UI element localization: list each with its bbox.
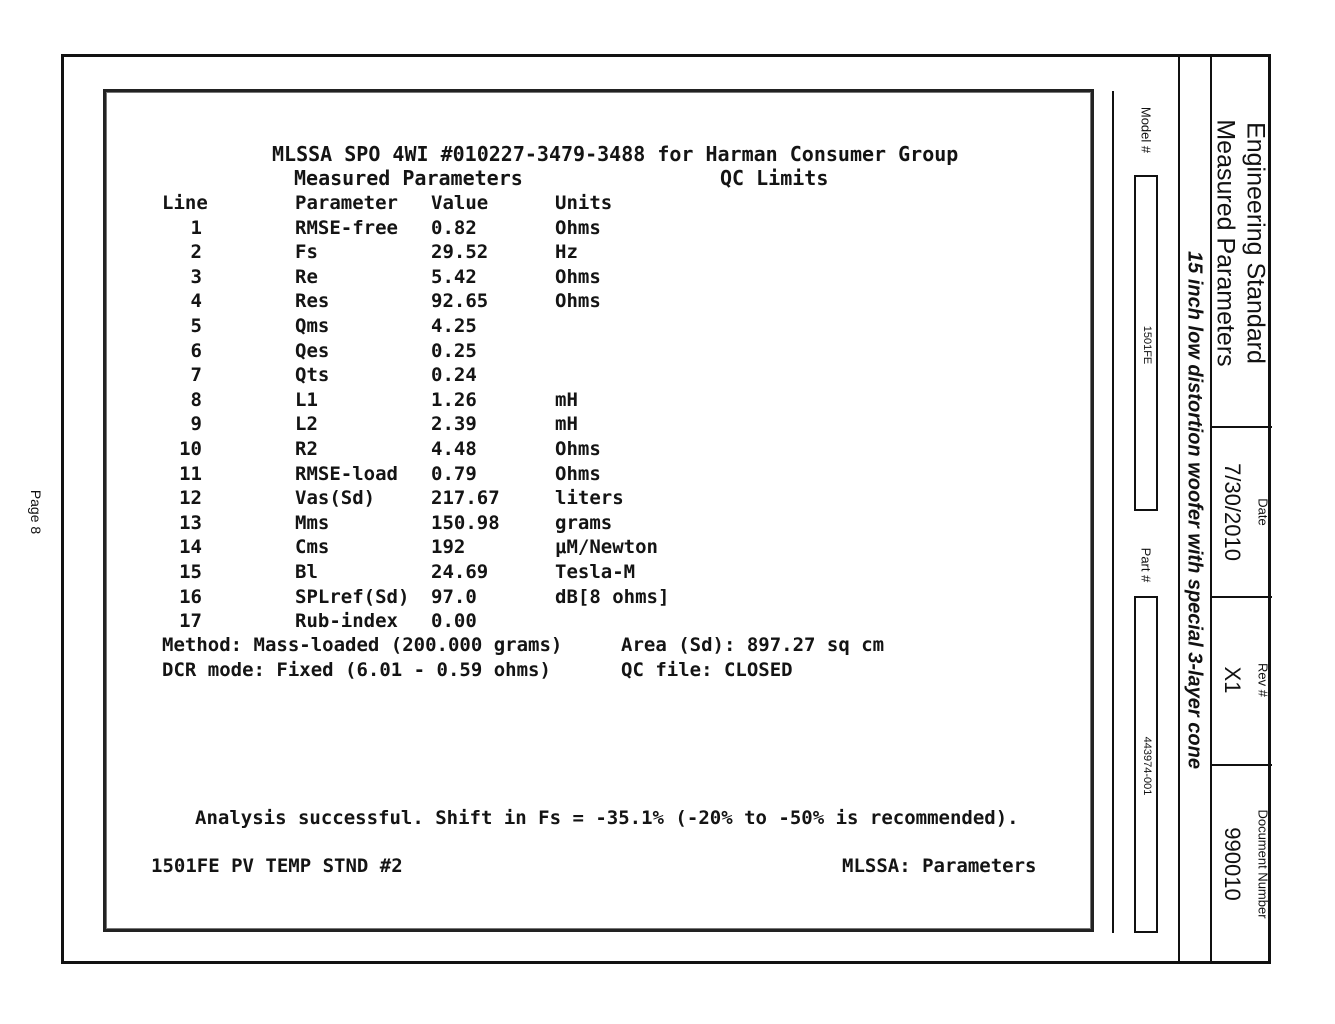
row-value: 29.52 (431, 241, 489, 264)
row-parameter: SPLref(Sd) (295, 585, 410, 608)
row-value: 2.39 (431, 413, 477, 436)
document-number-label: Document Number (1255, 809, 1271, 919)
row-parameter: R2 (295, 438, 318, 460)
row-units: dB[8 ohms] (555, 585, 670, 608)
table-row (162, 363, 762, 388)
row-value: 0.00 (431, 610, 477, 633)
row-value: 0.82 (431, 216, 477, 239)
row-parameter: L2 (295, 413, 318, 436)
row-line-number: 11 (179, 462, 202, 485)
mlssa-screen (103, 89, 1094, 932)
row-units: Ohms (555, 290, 601, 313)
row-value: 97.0 (431, 585, 477, 608)
row-line-number: 4 (190, 290, 202, 313)
row-line-number: 17 (179, 610, 202, 633)
row-line-number: 1 (190, 216, 202, 239)
row-parameter: Res (295, 290, 330, 313)
document-title-line2: Measured Parameters (1211, 119, 1240, 367)
row-units: Ohms (555, 462, 601, 485)
row-parameter: Cms (295, 536, 330, 559)
column-header-value: Value (431, 192, 489, 214)
row-value: 5.42 (431, 265, 477, 288)
row-parameter: Fs (295, 241, 318, 264)
table-row (162, 265, 762, 290)
row-units: mH (555, 413, 578, 436)
table-row (162, 486, 762, 511)
column-header-parameter: Parameter (295, 192, 398, 214)
analysis-status: Analysis successful. Shift in Fs = -35.1% (-20% to -50% is recommended). (195, 807, 1019, 829)
row-value: 4.48 (431, 438, 477, 460)
footer-left-label: 1501FE PV TEMP STND #2 (151, 855, 403, 877)
row-line-number: 5 (190, 315, 202, 337)
table-row (162, 216, 762, 241)
row-value: 0.24 (431, 364, 477, 387)
date-label: Date (1255, 498, 1271, 526)
row-line-number: 3 (190, 265, 202, 288)
qc-limits-label: QC Limits (720, 166, 829, 190)
row-parameter: Re (295, 265, 318, 288)
row-value: 217.67 (431, 487, 500, 510)
row-line-number: 14 (179, 536, 202, 559)
row-units: Ohms (555, 265, 601, 288)
table-row (162, 585, 762, 610)
row-line-number: 12 (179, 487, 202, 510)
row-value: 92.65 (431, 290, 489, 313)
row-value: 0.25 (431, 339, 477, 362)
qc-file-text: QC file: CLOSED (621, 659, 793, 681)
row-line-number: 7 (190, 364, 202, 387)
date-value: 7/30/2010 (1220, 463, 1245, 561)
row-line-number: 16 (179, 585, 202, 608)
row-units: grams (555, 511, 613, 534)
row-parameter: RMSE-load (295, 462, 398, 485)
row-value: 24.69 (431, 561, 489, 583)
row-value: 150.98 (431, 511, 500, 534)
screen-title: MLSSA SPO 4WI #010227-3479-3488 for Harman Consumer Group (272, 142, 959, 166)
row-units: Tesla-M (555, 561, 636, 583)
column-header-units: Units (555, 192, 613, 214)
row-line-number: 9 (190, 413, 202, 436)
row-line-number: 6 (190, 339, 202, 362)
model-number-box (1134, 175, 1158, 511)
row-units: Hz (555, 241, 578, 264)
table-row (162, 289, 762, 314)
row-value: 0.79 (431, 462, 477, 485)
table-row (162, 511, 762, 536)
row-parameter: RMSE-free (295, 216, 398, 239)
table-row (162, 314, 762, 339)
table-row (162, 339, 762, 364)
table-header-row (162, 191, 762, 216)
table-row (162, 560, 762, 585)
row-parameter: L1 (295, 388, 318, 411)
model-label: Model # (1138, 106, 1154, 154)
row-value: 4.25 (431, 315, 477, 337)
column-header-line: Line (162, 192, 208, 214)
table-row (162, 388, 762, 413)
document-number-value: 990010 (1220, 827, 1245, 901)
part-number-box (1134, 596, 1158, 933)
row-parameter: Mms (295, 511, 330, 534)
table-row (162, 609, 762, 634)
row-parameter: Qms (295, 315, 330, 337)
footer-right-label: MLSSA: Parameters (842, 855, 1037, 877)
row-value: 1.26 (431, 388, 477, 411)
parameter-table (162, 191, 782, 631)
table-row (162, 462, 762, 487)
row-units: μM/Newton (555, 536, 658, 559)
page-number: Page 8 (28, 489, 44, 535)
row-line-number: 10 (179, 438, 202, 460)
method-text: Method: Mass-loaded (200.000 grams) (162, 634, 563, 656)
row-parameter: Qes (295, 339, 330, 362)
row-units: Ohms (555, 216, 601, 239)
row-parameter: Vas(Sd) (295, 487, 376, 510)
row-value: 192 (431, 536, 466, 559)
rev-label: Rev # (1255, 663, 1271, 697)
row-units: mH (555, 388, 578, 411)
row-parameter: Qts (295, 364, 330, 387)
row-parameter: Rub-index (295, 610, 398, 633)
row-units: liters (555, 487, 624, 510)
screen-subtitle: Measured Parameters (294, 166, 523, 190)
rev-value: X1 (1220, 666, 1245, 694)
table-row (162, 437, 762, 462)
table-row (162, 412, 762, 437)
document-title-line1: Engineering Standard (1241, 122, 1270, 364)
table-row (162, 240, 762, 265)
row-parameter: Bl (295, 561, 318, 583)
row-line-number: 2 (190, 241, 202, 264)
row-line-number: 8 (190, 388, 202, 411)
part-label: Part # (1138, 547, 1154, 583)
part-number: 443974-001 (1141, 736, 1153, 796)
product-description: 15 inch low distortion woofer with special 3-layer cone (1183, 251, 1206, 769)
table-row (162, 535, 762, 560)
area-text: Area (Sd): 897.27 sq cm (621, 634, 885, 656)
row-line-number: 13 (179, 511, 202, 534)
row-units: Ohms (555, 438, 601, 460)
dcr-mode-text: DCR mode: Fixed (6.01 - 0.59 ohms) (162, 659, 551, 681)
model-number: 1501FE (1141, 325, 1153, 365)
row-line-number: 15 (179, 561, 202, 583)
